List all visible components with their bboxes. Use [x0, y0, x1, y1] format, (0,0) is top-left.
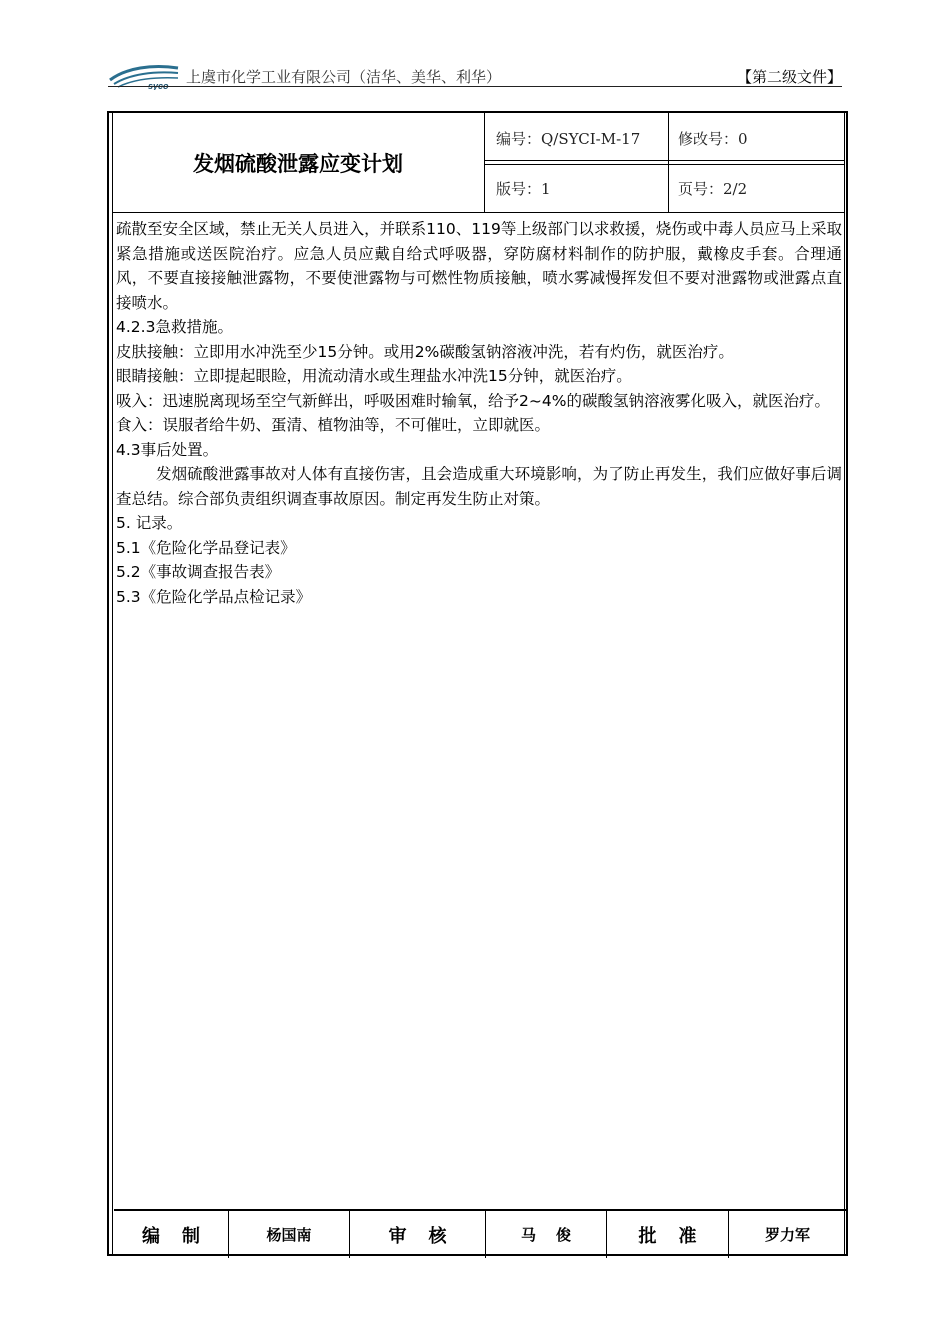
prepared-label: 编制: [114, 1211, 229, 1258]
frame-inner-right-line: [844, 111, 845, 1256]
frame-inner-left-line: [112, 111, 113, 1256]
record-item: 5.2《事故调查报告表》: [116, 563, 281, 581]
page-number: 页号：2/2: [678, 179, 748, 198]
document-level: 【第二级文件】: [736, 68, 842, 86]
table-divider: [112, 212, 844, 213]
document-title: 发烟硫酸泄露应变计划: [112, 113, 485, 213]
paragraph: 食入：误服者给牛奶、蛋清、植物油等，不可催吐，立即就医。: [116, 416, 551, 434]
section-heading: 5. 记录。: [116, 514, 183, 532]
approved-by: 罗力军: [764, 1226, 810, 1244]
document-body: [116, 217, 842, 609]
paragraph: 发烟硫酸泄露事故对人体有直接伤害，且会造成重大环境影响，为了防止再发生，我们应做好事后调查总结。综合部负责组织调查事故原因。制定再发生防止对策。: [116, 465, 842, 508]
section-heading: 4.3事后处置。: [116, 440, 219, 459]
revision-number: 修改号：0: [678, 129, 748, 148]
document-code: 编号：Q/SYCI-M-17: [496, 129, 641, 148]
section-heading: 4.2.3急救措施。: [116, 318, 233, 336]
svg-text:syco: syco: [148, 81, 169, 90]
table-divider: [668, 113, 669, 213]
reviewed-label: 审核: [350, 1211, 486, 1258]
record-item: 5.3《危险化学品点检记录》: [116, 587, 312, 606]
company-name: 上虞市化学工业有限公司（洁华、美华、利华）: [186, 68, 502, 86]
version-number: 版号：1: [496, 179, 551, 198]
prepared-by: 杨国南: [229, 1211, 350, 1258]
paragraph: 疏散至安全区域，禁止无关人员进入，并联系110、119等上级部门以求救援，烧伤或中毒人员应马上采取紧急措施或送医院治疗。应急人员应戴自给式呼吸器，穿防腐材料制作的防护服，戴橡皮手套。合理通风，不要直接接触泄露物，不要使泄露物与可燃性物质接触，喷水雾减慢挥发但不要对泄露物或泄露点直接喷水。: [116, 220, 842, 312]
document-info-table: [112, 113, 844, 213]
reviewed-by: 马俊: [486, 1211, 607, 1258]
record-item: 5.1《危险化学品登记表》: [116, 538, 296, 557]
paragraph: 皮肤接触：立即用水冲洗至少15分钟。或用2%碳酸氢钠溶液冲洗，若有灼伤，就医治疗。: [116, 342, 734, 361]
header-rule: [108, 86, 842, 87]
paragraph: 吸入：迅速脱离现场至空气新鲜出，呼吸困难时输氧，给予2~4%的碳酸氢钠溶液雾化吸入，就医治疗。: [116, 391, 830, 410]
paragraph: 眼睛接触：立即提起眼睑，用流动清水或生理盐水冲洗15分钟，就医治疗。: [116, 367, 632, 385]
page-header: [108, 58, 842, 88]
signature-row: [114, 1209, 846, 1258]
approved-label: 批准: [607, 1211, 729, 1258]
